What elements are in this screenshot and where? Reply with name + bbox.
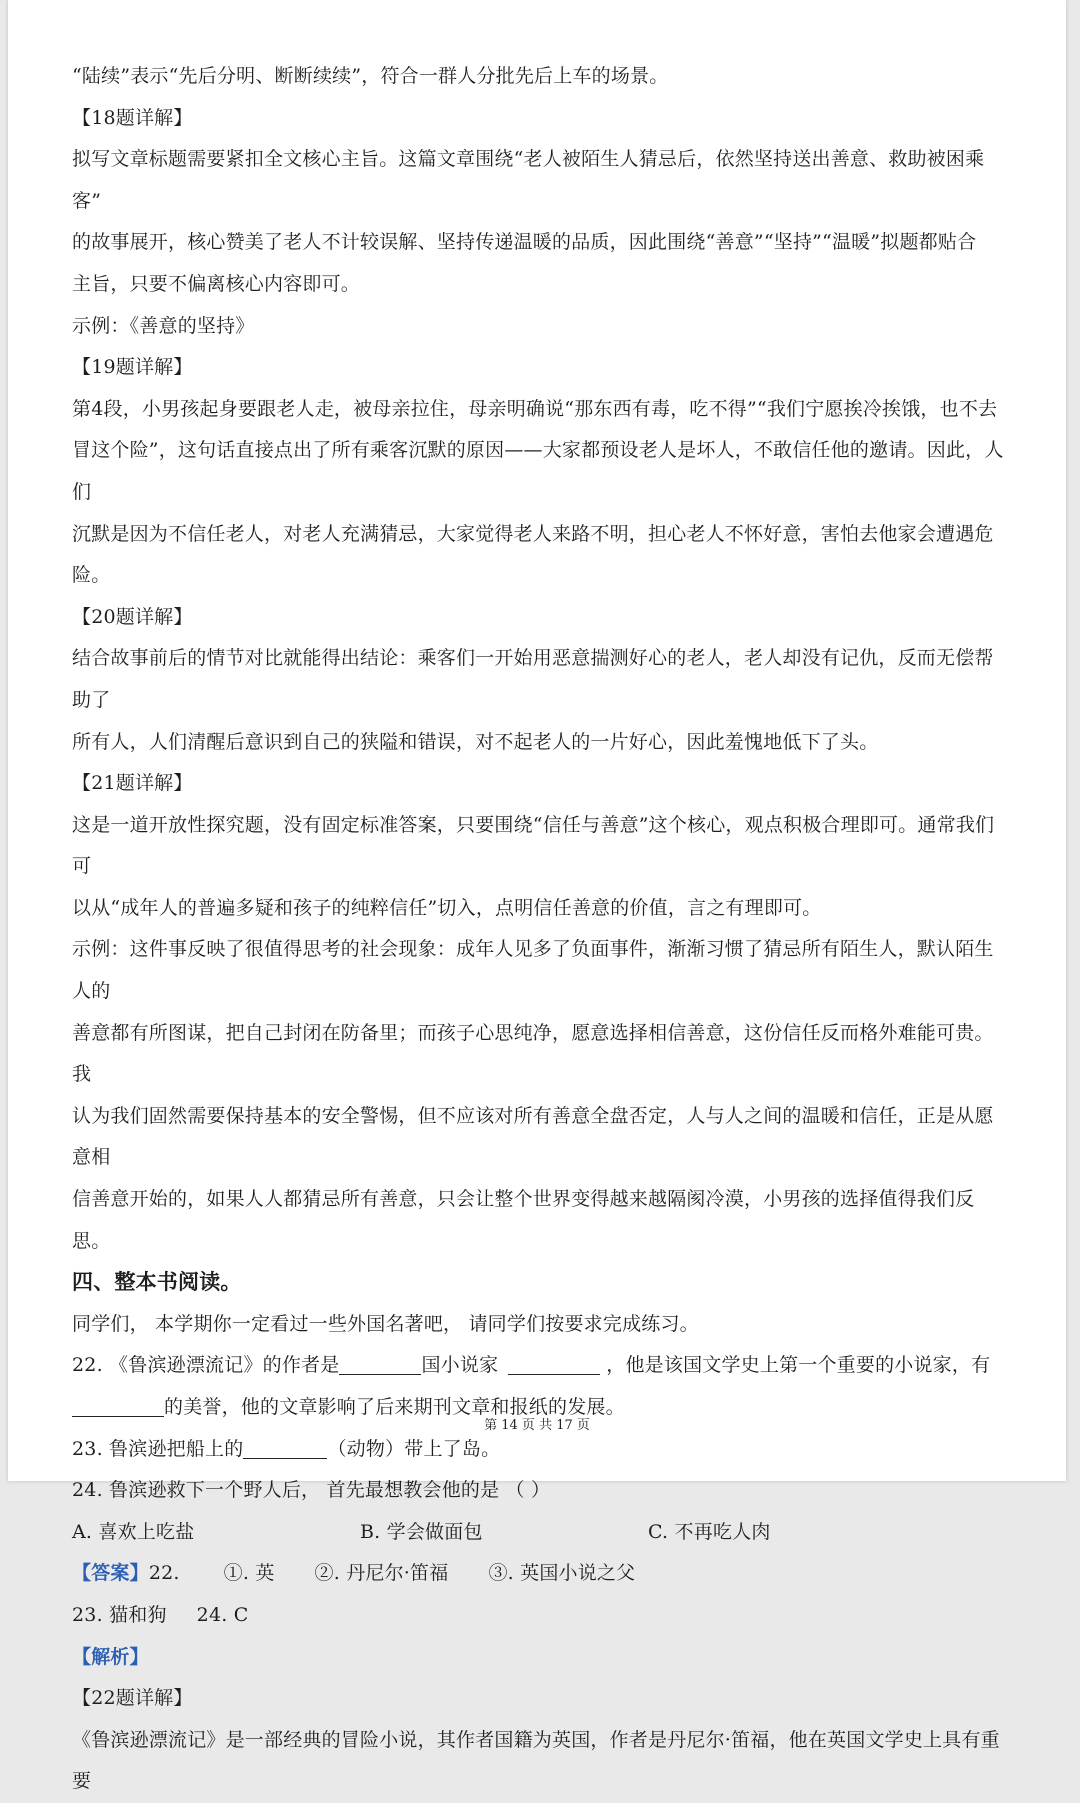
text-line: 信善意开始的，如果人人都猜忌所有善意，只会让整个世界变得越来越隔阂冷漠，小男孩的选择值得我们反思。 bbox=[72, 1188, 975, 1252]
q22-text: ，他是该国文学史上第一个重要的小说家，有 bbox=[606, 1354, 991, 1377]
page-footer: 第 14 页 共 17 页 bbox=[484, 1418, 590, 1433]
q22-text: 国小说家 bbox=[421, 1354, 499, 1377]
answer-line-1 bbox=[72, 1553, 1012, 1595]
q23-text: （动物）带上了岛。 bbox=[327, 1437, 501, 1460]
option-b: B. 学会做面包 bbox=[360, 1520, 483, 1543]
page-content bbox=[72, 56, 1012, 1803]
text-line: 沉默是因为不信任老人，对老人充满猜忌，大家觉得老人来路不明，担心老人不怀好意，害怕去他家会遭遇危险。 bbox=[72, 522, 994, 587]
text-line: 示例：《善意的坚持》 bbox=[72, 314, 255, 337]
text-line: “陆续”表示“先后分明、断断续续”，符合一群人分批先后上车的场景。 bbox=[72, 65, 669, 87]
text-line: 示例：这件事反映了很值得思考的社会现象：成年人见多了负面事件，渐渐习惯了猜忌所有陌生人，默认陌生人的 bbox=[72, 938, 994, 1003]
text-line: 拟写文章标题需要紧扣全文核心主旨。这篇文章围绕“老人被陌生人猜忌后，依然坚持送出善意、救助被困乘客” bbox=[72, 148, 985, 212]
section-heading-20: 【20题详解】 bbox=[72, 605, 193, 628]
intro-line: 同学们， 本学期你一定看过一些外国名著吧， 请同学们按要求完成练习。 bbox=[72, 1312, 699, 1335]
text-line: 主旨，只要不偏离核心内容即可。 bbox=[72, 272, 361, 295]
question-23 bbox=[72, 1429, 1012, 1471]
text-line: 结合故事前后的情节对比就能得出结论：乘客们一开始用恶意揣测好心的老人，老人却没有记仇，反而无偿帮助了 bbox=[72, 647, 994, 711]
section-heading-18: 【18题详解】 bbox=[72, 106, 193, 129]
option-c: C. 不再吃人肉 bbox=[648, 1520, 771, 1543]
answer-24: 24. C bbox=[196, 1603, 249, 1626]
text-line: 所有人，人们清醒后意识到自己的狭隘和错误，对不起老人的一片好心，因此羞愧地低下了头。 bbox=[72, 730, 879, 753]
text-line: 的故事展开，核心赞美了老人不计较误解、坚持传递温暖的品质，因此围绕“善意”“坚持”“温暖”拟题都贴合 bbox=[72, 231, 977, 254]
answer-line-2 bbox=[72, 1595, 1012, 1637]
question-22-line-1 bbox=[72, 1345, 1012, 1387]
q22-blank-1 bbox=[339, 1352, 421, 1375]
section-heading-22: 【22题详解】 bbox=[72, 1687, 193, 1710]
answer-23: 23. 猫和狗 bbox=[72, 1603, 167, 1626]
q23-blank bbox=[243, 1436, 327, 1459]
q22-text: 22. 《鲁滨逊漂流记》的作者是 bbox=[72, 1354, 340, 1377]
text-line: 善意都有所图谋，把自己封闭在防备里；而孩子心思纯净，愿意选择相信善意，这份信任反而格外难能可贵。 我 bbox=[72, 1021, 994, 1086]
analysis-label: 【解析】 bbox=[72, 1645, 149, 1668]
text-line: 《鲁滨逊漂流记》是一部经典的冒险小说，其作者国籍为英国，作者是丹尼尔·笛福，他在英国文学史上具有重要 bbox=[72, 1728, 1000, 1793]
answer-22-1: ①. 英 bbox=[223, 1562, 275, 1585]
answer-22-2: ②. 丹尼尔·笛福 bbox=[314, 1562, 449, 1585]
question-24: 24. 鲁滨逊救下一个野人后， 首先最想教会他的是 （ ） bbox=[72, 1479, 551, 1502]
text-line: 冒这个险”，这句话直接点出了所有乘客沉默的原因——大家都预设老人是坏人，不敢信任他的邀请。因此，人们 bbox=[72, 439, 1004, 503]
text-line: 认为我们固然需要保持基本的安全警惕，但不应该对所有善意全盘否定，人与人之间的温暖和信任，正是从愿意相 bbox=[72, 1104, 994, 1169]
document-page bbox=[8, 0, 1066, 1793]
text-line: 这是一道开放性探究题，没有固定标准答案，只要围绕“信任与善意”这个核心，观点积极合理即可。通常我们可 bbox=[72, 813, 995, 878]
answer-label: 【答案】 bbox=[72, 1562, 149, 1585]
q22-blank-2 bbox=[508, 1352, 600, 1375]
text-line: 以从“成年人的普遍多疑和孩子的纯粹信任”切入，点明信任善意的价值，言之有理即可。 bbox=[72, 896, 822, 919]
answer-22: 22. bbox=[148, 1562, 180, 1585]
section-heading-19: 【19题详解】 bbox=[72, 356, 193, 379]
option-a: A. 喜欢上吃盐 bbox=[72, 1520, 195, 1543]
section-title-whole-book: 四、整本书阅读。 bbox=[72, 1270, 242, 1295]
text-line: 第4段，小男孩起身要跟老人走，被母亲拉住，母亲明确说“那东西有毒，吃不得”“我们宁愿挨冷挨饿，也不去 bbox=[72, 397, 998, 420]
question-24-options bbox=[72, 1512, 1012, 1554]
section-heading-21: 【21题详解】 bbox=[72, 772, 193, 795]
q22-text: 的美誉，他的文章影响了后来期刊文章和报纸的发展。 bbox=[164, 1396, 625, 1418]
q23-text: 23. 鲁滨逊把船上的 bbox=[72, 1437, 244, 1460]
answer-22-3: ③. 英国小说之父 bbox=[488, 1562, 636, 1585]
